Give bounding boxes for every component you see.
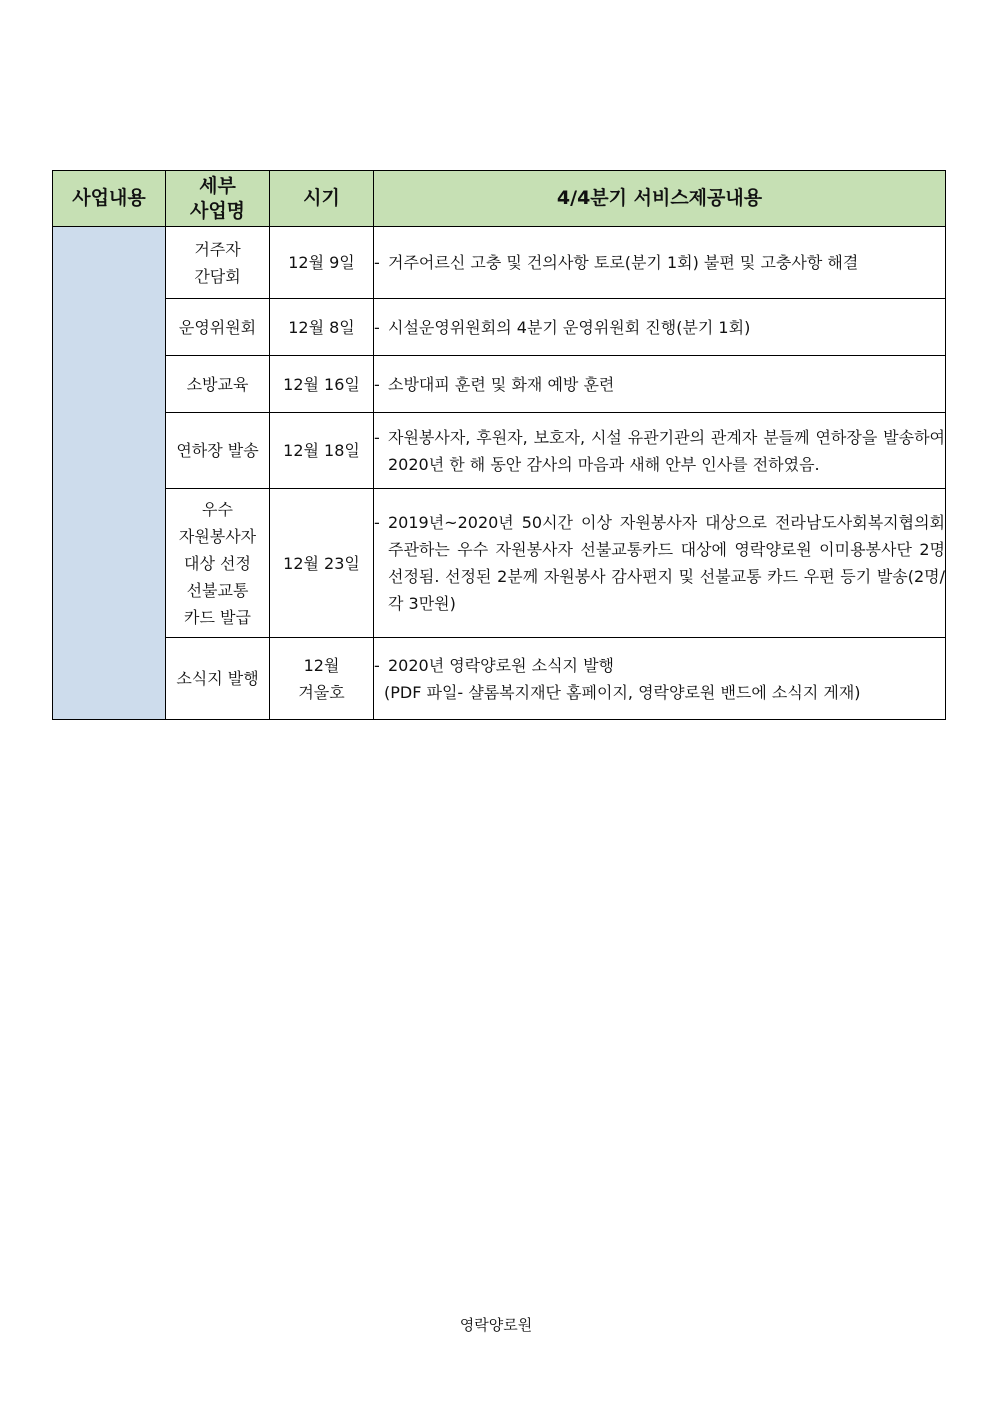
row-date-line: 12월 8일 bbox=[288, 317, 355, 337]
header-row bbox=[53, 171, 946, 227]
row-date bbox=[270, 356, 374, 413]
content-bullet bbox=[374, 371, 945, 398]
row-content bbox=[374, 638, 946, 720]
row-name-line: 우수 bbox=[202, 499, 233, 519]
header-category: 사업내용 bbox=[53, 171, 166, 227]
content-text: 소방대피 훈련 및 화재 예방 훈련 bbox=[388, 374, 615, 394]
table-row bbox=[53, 227, 946, 299]
row-name bbox=[166, 299, 270, 356]
row-date bbox=[270, 299, 374, 356]
header-date: 시기 bbox=[270, 171, 374, 227]
row-name-line: 연하장 발송 bbox=[176, 441, 259, 460]
row-date bbox=[270, 413, 374, 489]
content-text: 2020년 영락양로원 소식지 발행 bbox=[388, 655, 614, 675]
row-name bbox=[166, 638, 270, 720]
row-name-line: 간담회 bbox=[194, 266, 241, 286]
content-text: 2019년~2020년 50시간 이상 자원봉사자 대상으로 전라남도사회복지협의회 주관하는 우수 자원봉사자 선불교통카드 대상에 영락양로원 이미용봉사단 2명 선정됨. 선정된 2분께 자원봉사 감사편지 및 선불교통 카드 우편 등기 발송(2명/ 각 3만원) bbox=[388, 513, 945, 613]
row-content bbox=[374, 356, 946, 413]
row-date-line: 12월 9일 bbox=[288, 253, 355, 272]
table-row bbox=[53, 489, 946, 638]
service-plan-table bbox=[52, 170, 946, 720]
row-content bbox=[374, 227, 946, 299]
row-date bbox=[270, 638, 374, 720]
bullet-dash: - bbox=[374, 655, 380, 675]
table-row bbox=[53, 299, 946, 356]
row-name bbox=[166, 413, 270, 489]
row-name-line: 소방교육 bbox=[186, 374, 249, 394]
row-name-line: 선불교통 bbox=[186, 580, 249, 600]
row-name bbox=[166, 227, 270, 299]
page-footer: 영락양로원 bbox=[459, 1316, 533, 1334]
header-name-line: 세부 bbox=[199, 174, 236, 197]
row-name-line: 거주자 bbox=[194, 239, 241, 259]
row-name-line: 자원봉사자 bbox=[178, 526, 257, 546]
row-name-line: 대상 선정 bbox=[184, 553, 251, 573]
row-date-line: 12월 bbox=[303, 655, 340, 675]
row-name bbox=[166, 356, 270, 413]
row-date-line: 12월 23일 bbox=[283, 553, 360, 573]
row-name bbox=[166, 489, 270, 638]
table-row bbox=[53, 356, 946, 413]
row-date-line: 12월 16일 bbox=[283, 374, 360, 394]
row-date-line: 12월 18일 bbox=[283, 441, 360, 460]
content-bullet bbox=[374, 652, 945, 679]
bullet-dash: - bbox=[374, 253, 380, 272]
row-content bbox=[374, 299, 946, 356]
bullet-dash: - bbox=[374, 317, 380, 337]
row-name-line: 운영위원회 bbox=[178, 317, 257, 337]
row-date bbox=[270, 489, 374, 638]
content-note: (PDF 파일- 샬롬복지재단 홈페이지, 영락양로원 밴드에 소식지 게재) bbox=[384, 682, 861, 702]
content-bullet bbox=[374, 424, 945, 478]
bullet-dash: - bbox=[374, 374, 380, 394]
header-name bbox=[166, 171, 270, 227]
category-cell bbox=[53, 227, 166, 720]
table-row bbox=[53, 638, 946, 720]
row-content bbox=[374, 489, 946, 638]
row-date-line: 겨울호 bbox=[298, 682, 345, 702]
table-row bbox=[53, 413, 946, 489]
row-name-line: 카드 발급 bbox=[184, 607, 251, 627]
content-text: 거주어르신 고충 및 건의사항 토로(분기 1회) 불편 및 고충사항 해결 bbox=[388, 253, 859, 272]
content-bullet bbox=[374, 314, 945, 341]
content-bullet bbox=[374, 249, 945, 276]
row-date bbox=[270, 227, 374, 299]
content-text: 시설운영위원회의 4분기 운영위원회 진행(분기 1회) bbox=[388, 317, 751, 337]
content-bullet bbox=[374, 509, 945, 617]
row-name-line: 소식지 발행 bbox=[176, 669, 259, 688]
header-content: 4/4분기 서비스제공내용 bbox=[374, 171, 946, 227]
content-text: 자원봉사자, 후원자, 보호자, 시설 유관기관의 관계자 분들께 연하장을 발송하여 2020년 한 해 동안 감사의 마음과 새해 안부 인사를 전하였음. bbox=[388, 427, 945, 474]
header-name-line: 사업명 bbox=[189, 199, 246, 222]
row-content bbox=[374, 413, 946, 489]
bullet-dash: - bbox=[374, 513, 380, 532]
bullet-dash: - bbox=[374, 427, 380, 447]
